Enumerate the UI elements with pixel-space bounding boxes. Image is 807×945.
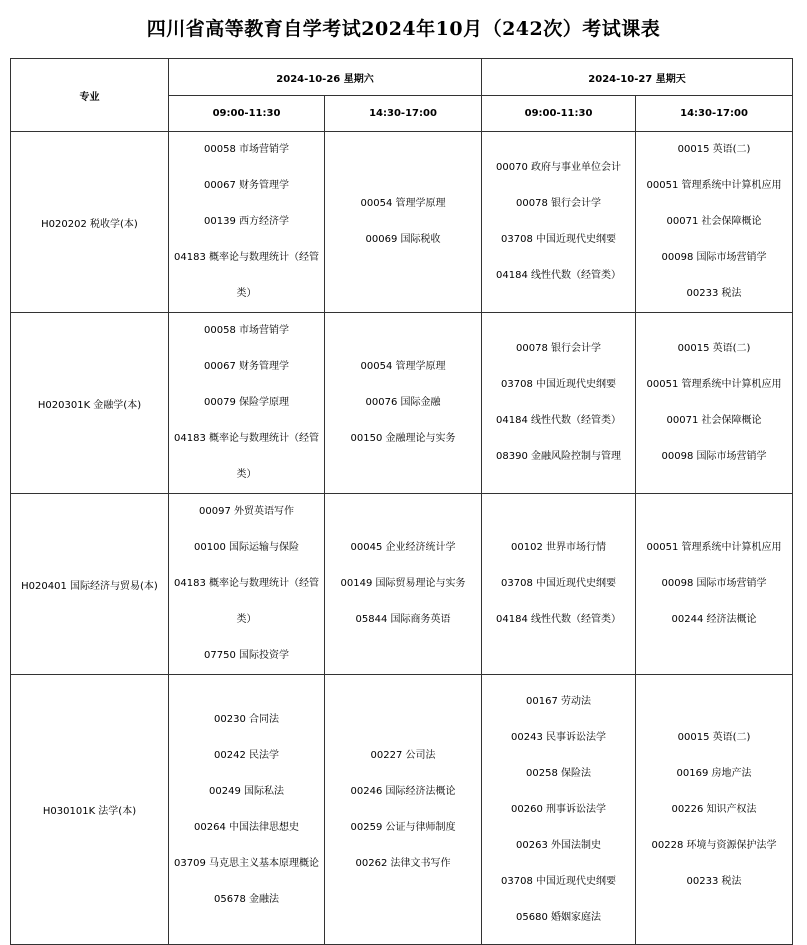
course-item: 00070 政府与事业单位会计 xyxy=(496,162,622,173)
slot-cell-d2am xyxy=(482,494,636,675)
exam-schedule-table xyxy=(10,58,793,945)
slot-cell-d2am xyxy=(482,313,636,494)
course-item: 00098 国际市场营销学 xyxy=(661,578,767,589)
course-item: 00078 银行会计学 xyxy=(516,198,602,209)
course-item: 00228 环境与资源保护法学 xyxy=(651,839,777,851)
course-item: 00079 保险学原理 xyxy=(204,397,289,408)
course-item: 00246 国际经济法概论 xyxy=(350,785,456,797)
course-item: 00098 国际市场营销学 xyxy=(661,252,767,263)
course-item: 00071 社会保障概论 xyxy=(666,415,762,426)
course-item: 00051 管理系统中计算机应用 xyxy=(646,180,782,191)
course-item: 00051 管理系统中计算机应用 xyxy=(646,379,782,390)
slot-cell-d1am xyxy=(169,494,325,675)
slot-cell-d2pm xyxy=(636,675,793,945)
header-row-dates xyxy=(11,59,793,96)
slot-cell-d2am xyxy=(482,132,636,313)
course-item: 00139 西方经济学 xyxy=(204,216,289,227)
course-item: 00045 企业经济统计学 xyxy=(350,542,456,553)
course-item: 00259 公证与律师制度 xyxy=(350,821,456,833)
course-item: 类） xyxy=(236,469,257,480)
course-item: 00249 国际私法 xyxy=(209,785,284,797)
time-header-day2-am: 09:00-11:30 xyxy=(482,96,636,132)
course-item: 00015 英语(二) xyxy=(677,343,751,354)
course-item: 03708 中国近现代史纲要 xyxy=(501,234,617,245)
course-item: 00078 银行会计学 xyxy=(516,343,602,354)
course-item: 00242 民法学 xyxy=(214,749,279,761)
course-item: 05680 婚姻家庭法 xyxy=(516,911,602,923)
course-item: 00150 金融理论与实务 xyxy=(350,433,456,444)
course-item: 03709 马克思主义基本原理概论 xyxy=(174,857,319,869)
course-item: 00069 国际税收 xyxy=(365,234,441,245)
course-item: 00167 劳动法 xyxy=(526,695,592,707)
course-item: 00071 社会保障概论 xyxy=(666,216,762,227)
course-item: 00051 管理系统中计算机应用 xyxy=(646,542,782,553)
course-item: 04183 概率论与数理统计（经管 xyxy=(174,433,319,444)
course-item: 00015 英语(二) xyxy=(677,731,751,743)
date-header-day2: 2024-10-27 星期天 xyxy=(482,59,793,96)
course-item: 00244 经济法概论 xyxy=(671,614,757,625)
table-row xyxy=(11,675,793,945)
course-item: 00076 国际金融 xyxy=(365,397,441,408)
slot-cell-d1am xyxy=(169,675,325,945)
course-item: 04183 概率论与数理统计（经管 xyxy=(174,252,319,263)
table-row xyxy=(11,313,793,494)
time-header-day1-pm: 14:30-17:00 xyxy=(325,96,482,132)
slot-cell-d2pm xyxy=(636,494,793,675)
course-item: 00262 法律文书写作 xyxy=(355,857,451,869)
course-item: 00230 合同法 xyxy=(214,713,279,725)
course-item: 00100 国际运输与保险 xyxy=(194,542,299,553)
course-item: 04184 线性代数（经管类） xyxy=(496,270,622,281)
slot-cell-d1pm xyxy=(325,675,482,945)
course-item: 00058 市场营销学 xyxy=(204,144,289,155)
slot-cell-d2pm xyxy=(636,132,793,313)
table-row xyxy=(11,132,793,313)
course-item: 00058 市场营销学 xyxy=(204,325,289,336)
course-item: 00227 公司法 xyxy=(370,749,436,761)
time-header-day1-am: 09:00-11:30 xyxy=(169,96,325,132)
course-item: 05844 国际商务英语 xyxy=(355,614,451,625)
course-item: 00102 世界市场行情 xyxy=(511,542,607,553)
course-item: 03708 中国近现代史纲要 xyxy=(501,578,617,589)
table-row xyxy=(11,494,793,675)
course-item: 00054 管理学原理 xyxy=(360,198,446,209)
slot-cell-d1pm xyxy=(325,313,482,494)
course-item: 04183 概率论与数理统计（经管 xyxy=(174,578,319,589)
major-cell: H030101K 法学(本) xyxy=(11,675,169,945)
page-title: 四川省高等教育自学考试2024年10月（242次）考试课表 xyxy=(146,18,661,40)
course-item: 00067 财务管理学 xyxy=(204,361,289,372)
major-header: 专业 xyxy=(11,59,169,132)
course-item: 00260 刑事诉讼法学 xyxy=(511,803,607,815)
course-item: 05678 金融法 xyxy=(214,893,279,905)
course-item: 03708 中国近现代史纲要 xyxy=(501,379,617,390)
slot-cell-d2am xyxy=(482,675,636,945)
course-item: 08390 金融风险控制与管理 xyxy=(496,451,622,462)
slot-cell-d2pm xyxy=(636,313,793,494)
course-item: 00054 管理学原理 xyxy=(360,361,446,372)
course-item: 00258 保险法 xyxy=(526,767,592,779)
slot-cell-d1am xyxy=(169,313,325,494)
course-item: 00169 房地产法 xyxy=(676,767,752,779)
course-item: 00243 民事诉讼法学 xyxy=(511,731,607,743)
slot-cell-d1am xyxy=(169,132,325,313)
slot-cell-d1pm xyxy=(325,494,482,675)
major-cell: H020301K 金融学(本) xyxy=(11,313,169,494)
course-item: 04184 线性代数（经管类） xyxy=(496,614,622,625)
course-item: 类） xyxy=(236,614,257,625)
course-item: 00149 国际贸易理论与实务 xyxy=(340,578,466,589)
time-header-day2-pm: 14:30-17:00 xyxy=(636,96,793,132)
course-item: 00263 外国法制史 xyxy=(516,839,602,851)
course-item: 04184 线性代数（经管类） xyxy=(496,415,622,426)
date-header-day1: 2024-10-26 星期六 xyxy=(169,59,482,96)
course-item: 00015 英语(二) xyxy=(677,144,751,155)
course-item: 07750 国际投资学 xyxy=(204,650,289,661)
course-item: 00098 国际市场营销学 xyxy=(661,451,767,462)
course-item: 00264 中国法律思想史 xyxy=(194,821,299,833)
course-item: 00233 税法 xyxy=(686,875,742,887)
major-cell: H020401 国际经济与贸易(本) xyxy=(11,494,169,675)
slot-cell-d1pm xyxy=(325,132,482,313)
course-item: 00233 税法 xyxy=(686,288,742,299)
major-cell: H020202 税收学(本) xyxy=(11,132,169,313)
course-item: 00226 知识产权法 xyxy=(671,803,757,815)
course-item: 类） xyxy=(236,288,257,299)
course-item: 00097 外贸英语写作 xyxy=(199,506,294,517)
course-item: 00067 财务管理学 xyxy=(204,180,289,191)
course-item: 03708 中国近现代史纲要 xyxy=(501,875,617,887)
